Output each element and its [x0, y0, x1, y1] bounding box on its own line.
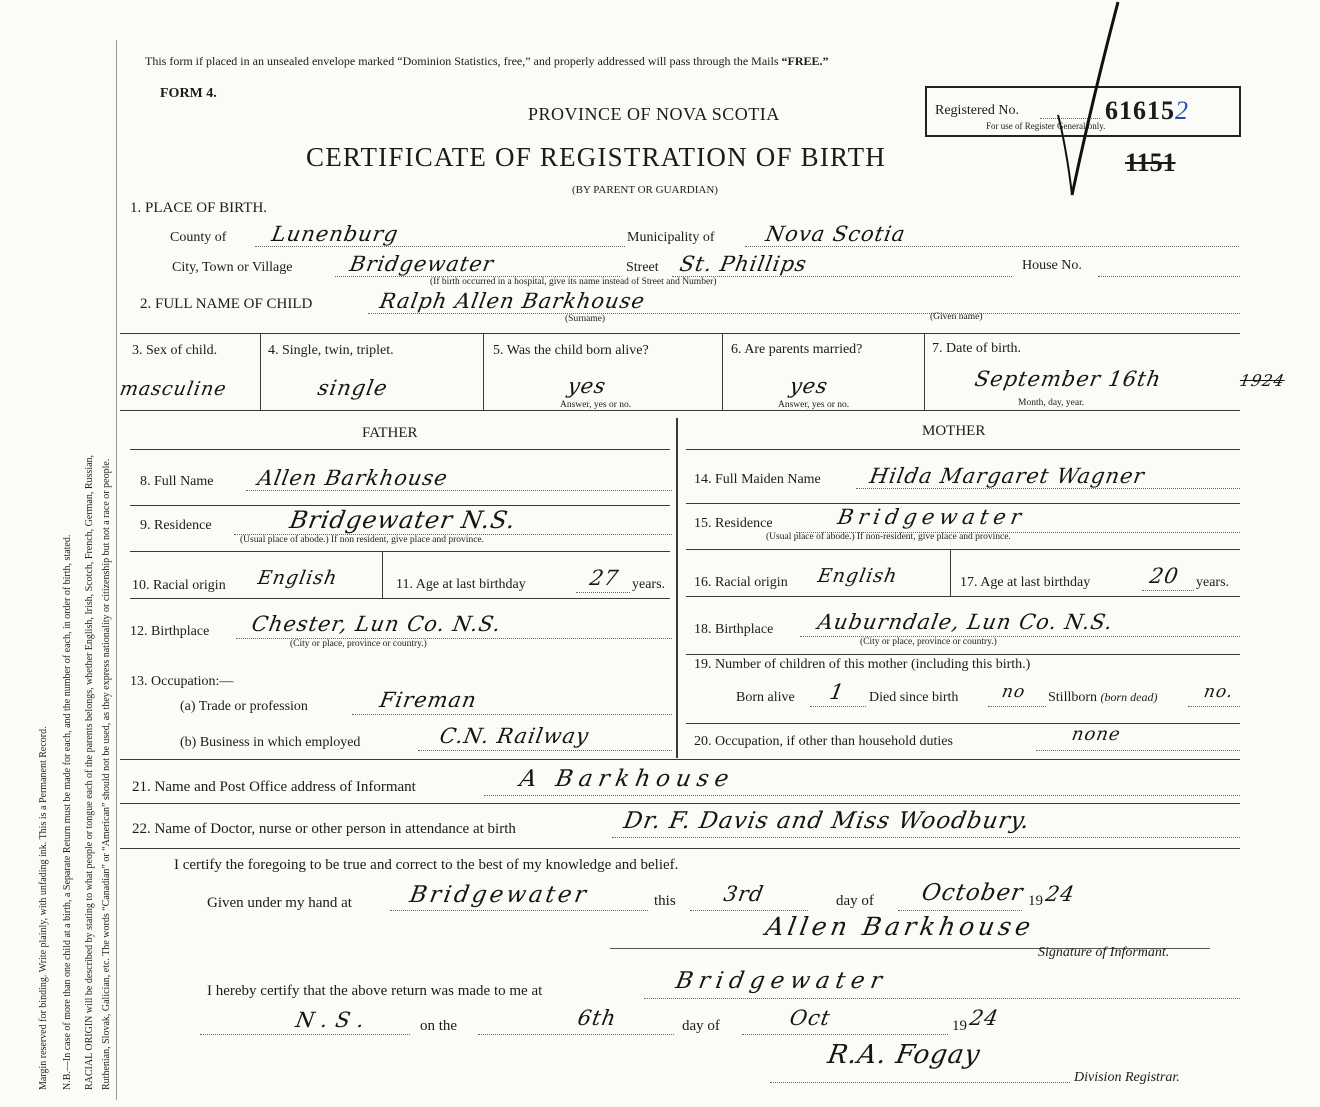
died-dotline [988, 706, 1046, 707]
registrar-month-dotline [742, 1034, 948, 1035]
mail-note-text: This form if placed in an unsealed envelope marked “Dominion Statistics, free,” and properly addressed will pass through the Mails [145, 54, 782, 68]
married-answer-note: Answer, yes or no. [778, 400, 850, 410]
racial-note-2: Ruthenian, Slovak, Galician, etc. The words “Canadian” or “American” should not be used, as they express nationality or citizenship but not a race or people. [101, 458, 112, 1090]
father-racial-label: 10. Racial origin [132, 578, 226, 593]
street-label: Street [626, 260, 659, 275]
mother-birthplace-note: (City or place, province or country.) [860, 637, 997, 647]
mother-name-label: 14. Full Maiden Name [694, 472, 821, 487]
mother-racial-label: 16. Racial origin [694, 575, 788, 590]
given-name-note: (Given name) [930, 312, 983, 322]
registrar-day-value: 6th [575, 1006, 619, 1030]
mother-age-label: 17. Age at last birthday [960, 575, 1091, 590]
signature-of-informant-label: Signature of Informant. [1038, 945, 1170, 960]
father-birthplace-label: 12. Birthplace [130, 624, 210, 639]
child-name-value: Ralph Allen Barkhouse [377, 289, 648, 313]
municipality-value: Nova Scotia [763, 222, 908, 246]
registrar-on-label: on the [420, 1018, 458, 1034]
stillborn-dotline [1188, 706, 1240, 707]
place-section-label: 1. PLACE OF BIRTH. [130, 200, 268, 216]
mother-occupation-label: 20. Occupation, if other than household duties [694, 734, 953, 749]
mother-age-dotline [1142, 590, 1194, 591]
doctor-dotline [612, 837, 1240, 838]
cell-divider-3 [722, 333, 723, 410]
plurality-value: single [315, 376, 390, 400]
father-trade-dotline [352, 714, 672, 715]
born-alive-value: 1 [827, 680, 847, 704]
registrar-signature: R.A. Fogay [825, 1040, 983, 1070]
father-business-dotline [418, 750, 672, 751]
county-dotline [255, 246, 625, 247]
rule-after-name [120, 333, 1240, 334]
division-registrar-label: Division Registrar. [1074, 1070, 1180, 1085]
rule-after-residence [130, 551, 670, 552]
binding-margin-line [116, 40, 117, 1100]
mail-note-free: “FREE.” [781, 54, 829, 68]
registrar-day-dotline [478, 1034, 674, 1035]
certify-statement: I certify the foregoing to be true and correct to the best of my knowledge and belief. [174, 857, 679, 873]
mother-heading: MOTHER [922, 423, 986, 439]
given-year-prefix: 19 [1028, 893, 1043, 909]
dob-value: September 16th [972, 367, 1164, 391]
registrar-year-prefix: 19 [952, 1018, 967, 1034]
registrar-province-value: N.S. [293, 1008, 375, 1032]
father-business-label: (b) Business in which employed [180, 735, 361, 750]
stillborn-value: no. [1202, 682, 1236, 702]
surname-note: (Surname) [565, 314, 606, 324]
father-birthplace-value: Chester, Lun Co. N.S. [249, 612, 504, 636]
registrar-year-value: 24 [967, 1006, 1001, 1030]
rule-after-details [120, 410, 1240, 411]
informant-signature: Allen Barkhouse [763, 912, 1037, 941]
rule-after-birthplace [686, 654, 1240, 655]
house-dotline [1098, 276, 1240, 277]
cell-divider-1 [260, 333, 261, 410]
informant-value: A Barkhouse [517, 766, 737, 792]
registered-number-main: 61615 [1105, 96, 1175, 125]
father-age-dotline [576, 592, 630, 593]
alive-value: yes [565, 374, 609, 398]
mother-occupation-dotline [1036, 750, 1240, 751]
father-name-value: Allen Barkhouse [255, 466, 450, 490]
plurality-label: 4. Single, twin, triplet. [268, 343, 394, 358]
rule-after-racial [130, 598, 670, 599]
father-age-value: 27 [587, 566, 621, 590]
rule-after-parents [120, 759, 1240, 760]
child-name-dotline [368, 313, 1240, 314]
father-racial-divider [382, 551, 383, 598]
city-value: Bridgewater [347, 252, 497, 276]
rule-before-occupation [686, 723, 1240, 724]
stillborn-note: (born dead) [1100, 690, 1158, 704]
registrar-place-dotline [644, 998, 1240, 999]
rule-after-racial-right [686, 596, 1240, 597]
center-column-rule [676, 418, 678, 758]
given-place-dotline [390, 910, 648, 911]
mother-children-label: 19. Number of children of this mother (including this birth.) [694, 657, 1031, 672]
father-business-value: C.N. Railway [437, 724, 592, 748]
registered-sublabel: For use of Register General only. [986, 121, 1106, 131]
mother-birthplace-value: Auburndale, Lun Co. N.S. [815, 610, 1116, 634]
form-number: FORM 4. [160, 86, 217, 101]
married-value: yes [787, 374, 831, 398]
mother-occupation-value: none [1070, 724, 1123, 745]
doctor-value: Dr. F. Davis and Miss Woodbury. [621, 808, 1033, 834]
doctor-label: 22. Name of Doctor, nurse or other person in attendance at birth [132, 821, 516, 837]
father-years-label: years. [632, 577, 666, 592]
county-value: Lunenburg [269, 222, 401, 246]
sex-label: 3. Sex of child. [132, 343, 218, 358]
rule-after-doctor [120, 848, 1240, 849]
mother-residence-label: 15. Residence [694, 516, 773, 531]
mother-racial-value: English [816, 565, 900, 587]
registrar-day-of-label: day of [682, 1018, 720, 1034]
pen-stroke-mark [1050, 0, 1130, 200]
municipality-label: Municipality of [627, 230, 715, 245]
given-month-dotline [898, 910, 1022, 911]
city-label: City, Town or Village [172, 260, 293, 275]
alive-answer-note: Answer, yes or no. [560, 400, 632, 410]
mother-residence-value: Bridgewater [835, 505, 1029, 529]
cell-divider-2 [483, 333, 484, 410]
mother-name-value: Hilda Margaret Wagner [867, 464, 1147, 488]
mail-note [145, 54, 829, 69]
born-alive-dotline [810, 706, 866, 707]
given-day-of-label: day of [836, 893, 874, 909]
rule-under-mother-heading [686, 449, 1240, 450]
mother-abode-note: (Usual place of abode.) If non-resident, give place and province. [766, 532, 1011, 542]
dob-label: 7. Date of birth. [932, 341, 1022, 356]
municipality-dotline [745, 246, 1239, 247]
struck-number: 1151 [1125, 148, 1176, 177]
died-since-birth-label: Died since birth [869, 690, 959, 705]
father-heading: FATHER [362, 425, 418, 441]
mother-years-label: years. [1196, 575, 1230, 590]
informant-dotline [484, 795, 1240, 796]
registered-label: Registered No. [935, 103, 1019, 118]
mother-birthplace-label: 18. Birthplace [694, 622, 774, 637]
father-birthplace-note: (City or place, province or country.) [290, 639, 427, 649]
given-under-label: Given under my hand at [207, 895, 352, 911]
hospital-note: (If birth occurred in a hospital, give its name instead of Street and Number) [430, 277, 717, 287]
registrar-statement: I hereby certify that the above return was made to me at [207, 983, 543, 999]
father-occupation-label: 13. Occupation:— [130, 674, 234, 689]
father-trade-label: (a) Trade or profession [180, 699, 308, 714]
page-title: CERTIFICATE OF REGISTRATION OF BIRTH [306, 142, 886, 172]
street-value: St. Phillips [677, 252, 810, 276]
mother-name-dotline [856, 488, 1240, 489]
informant-label: 21. Name and Post Office address of Informant [132, 779, 416, 795]
registrar-province-dotline [200, 1034, 410, 1035]
father-racial-value: English [256, 567, 340, 589]
this-label: this [654, 893, 676, 909]
nb-note: N.B.—In case of more than one child at a birth, a Separate Return must be made for each, and the number of each, in order of birth, stated. [62, 534, 73, 1090]
dob-year: 1924 [1238, 371, 1287, 390]
father-abode-note: (Usual place of abode.) If non resident, give place and province. [240, 535, 484, 545]
racial-note-1: RACIAL ORIGIN will be described by stating to what people or tongue each of the parents belongs, whether English, Irish, Scotch, French, German, Russian, [84, 454, 95, 1090]
cell-divider-4 [924, 333, 925, 410]
page-subtitle: (BY PARENT OR GUARDIAN) [572, 184, 718, 196]
mother-age-value: 20 [1147, 564, 1181, 588]
born-alive-label: Born alive [736, 690, 795, 705]
given-day-value: 3rd [721, 882, 766, 906]
province-heading: PROVINCE OF NOVA SCOTIA [528, 104, 780, 124]
house-number-label: House No. [1022, 258, 1082, 273]
married-label: 6. Are parents married? [731, 342, 863, 357]
registrar-place-value: Bridgewater [673, 968, 890, 994]
stillborn-label [1048, 690, 1158, 706]
given-place-value: Bridgewater [407, 882, 591, 908]
registered-number-last: 2 [1175, 96, 1189, 125]
rule-under-father-heading [130, 449, 670, 450]
rule-after-informant [120, 803, 1240, 804]
given-year-value: 24 [1043, 882, 1077, 906]
alive-label: 5. Was the child born alive? [493, 343, 649, 358]
father-residence-label: 9. Residence [140, 518, 212, 533]
mother-racial-divider [950, 549, 951, 596]
margin-note: Margin reserved for binding. Write plainly, with unfading ink. This is a Permanent Record. [38, 726, 49, 1090]
father-name-dotline [246, 490, 672, 491]
rule-after-residence-right [686, 549, 1240, 550]
father-age-label: 11. Age at last birthday [396, 577, 526, 592]
died-since-birth-value: no [1000, 682, 1027, 702]
registrar-month-value: Oct [787, 1006, 833, 1030]
given-day-dotline [690, 910, 808, 911]
registrar-signature-dotline [770, 1082, 1070, 1083]
stillborn-text: Stillborn [1048, 690, 1098, 705]
father-name-label: 8. Full Name [140, 474, 214, 489]
father-residence-value: Bridgewater N.S. [287, 506, 519, 534]
dob-note: Month, day, year. [1018, 398, 1085, 408]
rule-after-names-right [686, 503, 1240, 504]
given-month-value: October [919, 880, 1026, 906]
child-name-label: 2. FULL NAME OF CHILD [140, 296, 313, 312]
father-trade-value: Fireman [377, 688, 479, 712]
street-dotline [672, 276, 1012, 277]
county-label: County of [170, 230, 227, 245]
sex-value: masculine [118, 378, 229, 400]
